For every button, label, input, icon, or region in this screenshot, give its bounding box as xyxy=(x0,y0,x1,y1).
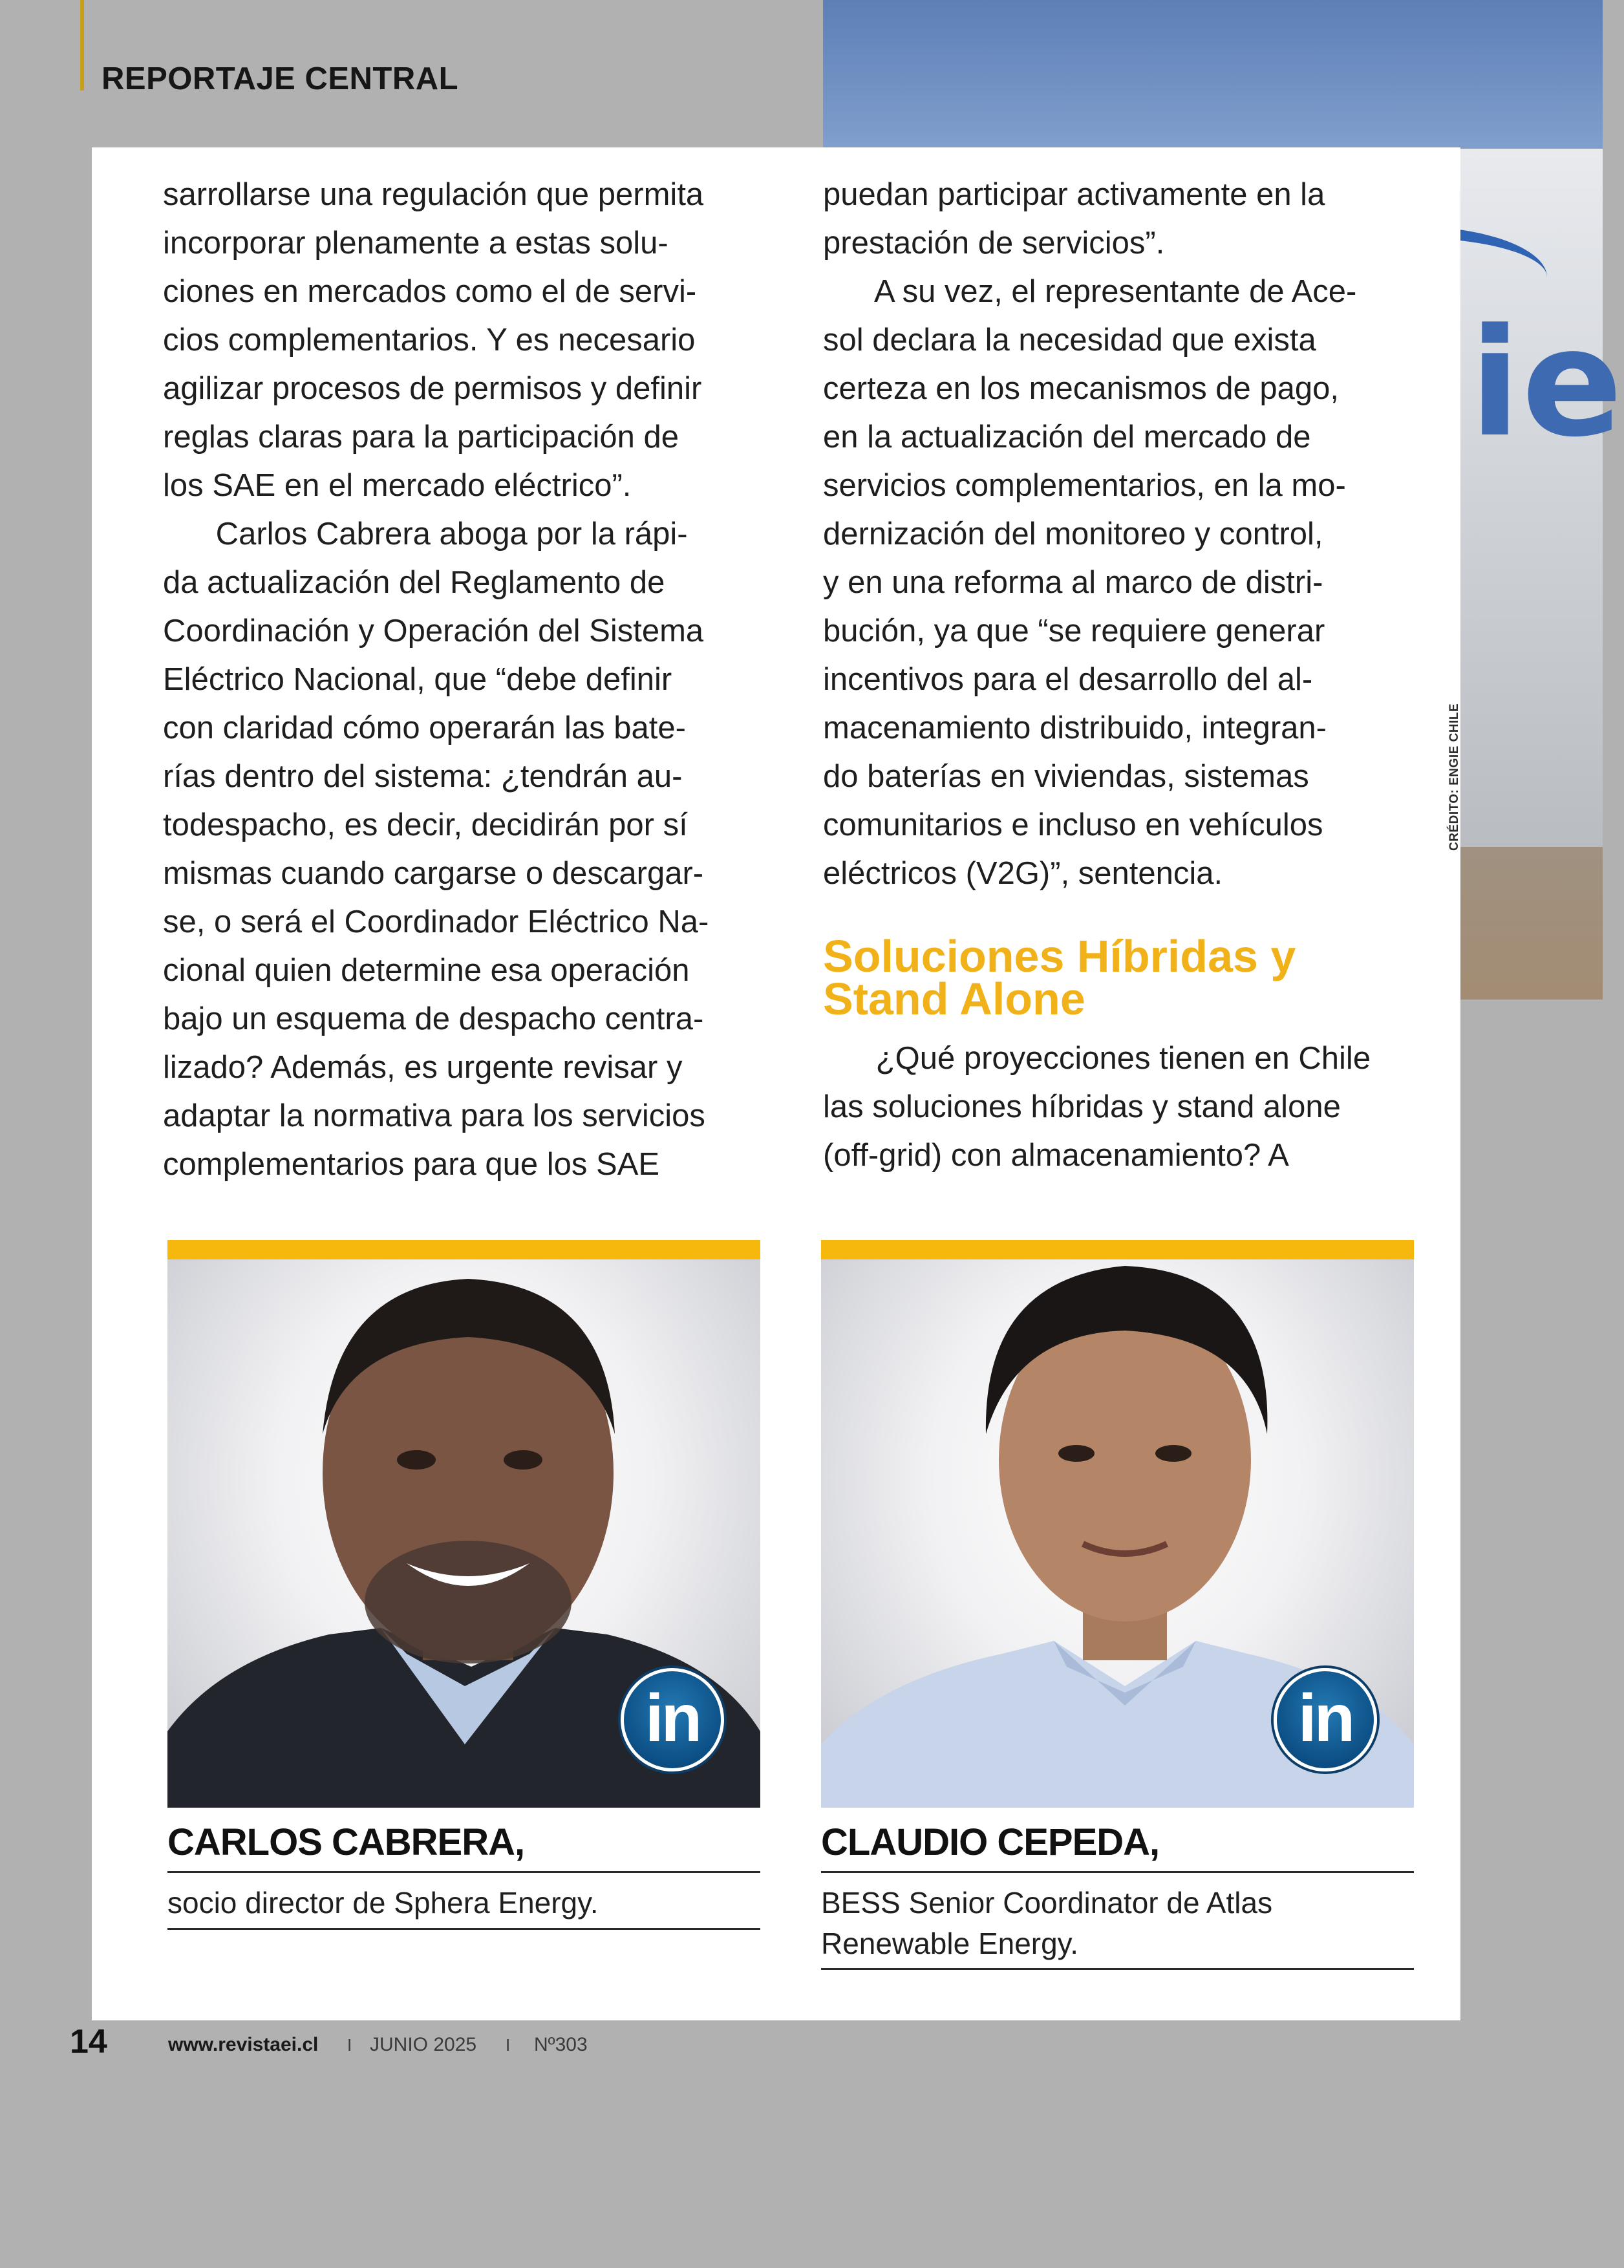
article-line: Coordinación y Operación del Sistema xyxy=(163,614,704,648)
article-line: mismas cuando cargarse o descargar- xyxy=(163,856,704,891)
article-line: A su vez, el representante de Ace- xyxy=(823,274,1357,309)
photo-accent-bar xyxy=(821,1240,1414,1259)
article-line: servicios complementarios, en la mo- xyxy=(823,468,1346,503)
article-line: adaptar la normativa para los servicios xyxy=(163,1098,705,1133)
article-line: lizado? Además, es urgente revisar y xyxy=(163,1050,683,1085)
article-column-right-continued xyxy=(823,1034,1371,1180)
article-line: en la actualización del mercado de xyxy=(823,420,1311,455)
article-line: cional quien determine esa operación xyxy=(163,953,690,988)
photo-credit: CRÉDITO: ENGIE CHILE xyxy=(1448,703,1461,851)
article-line: todespacho, es decir, decidirán por sí xyxy=(163,808,688,842)
article-line: sarrollarse una regulación que permita xyxy=(163,177,704,212)
article-line: cios complementarios. Y es necesario xyxy=(163,323,696,358)
profile-name: CARLOS CABRERA, xyxy=(167,1821,525,1863)
article-column-left xyxy=(163,171,709,1189)
article-line: ¿Qué proyecciones tienen en Chile xyxy=(823,1041,1371,1076)
article-line: macenamiento distribuido, integran- xyxy=(823,711,1327,745)
profile-name: CLAUDIO CEPEDA, xyxy=(821,1821,1160,1863)
page-number: 14 xyxy=(70,2023,107,2060)
footer-separator: I xyxy=(506,2035,511,2055)
article-line: agilizar procesos de permisos y definir xyxy=(163,371,702,406)
article-line: comunitarios e incluso en vehículos xyxy=(823,808,1323,842)
article-line: ciones en mercados como el de servi- xyxy=(163,274,697,309)
article-line: (off-grid) con almacenamiento? A xyxy=(823,1138,1289,1173)
article-column-right xyxy=(823,171,1356,898)
footer-url[interactable]: www.revistaei.cl xyxy=(168,2034,319,2055)
profile-role: BESS Senior Coordinator de Atlas Renewable Energy. xyxy=(821,1886,1273,1960)
footer-date: JUNIO 2025 xyxy=(370,2034,477,2055)
photo-accent-bar xyxy=(167,1240,760,1259)
divider xyxy=(167,1871,760,1873)
article-line: los SAE en el mercado eléctrico”. xyxy=(163,468,632,503)
article-line: da actualización del Reglamento de xyxy=(163,565,665,600)
divider xyxy=(821,1968,1414,1970)
article-line: puedan participar activamente en la xyxy=(823,177,1325,212)
header-accent-bar xyxy=(80,0,84,91)
article-line: sol declara la necesidad que exista xyxy=(823,323,1316,358)
linkedin-icon[interactable]: in xyxy=(1274,1668,1377,1771)
article-line: rías dentro del sistema: ¿tendrán au- xyxy=(163,759,683,794)
article-line: las soluciones híbridas y stand alone xyxy=(823,1089,1341,1124)
article-line: dernización del monitoreo y control, xyxy=(823,517,1323,551)
article-line: prestación de servicios”. xyxy=(823,226,1165,261)
footer-separator: I xyxy=(347,2035,352,2055)
article-line: eléctricos (V2G)”, sentencia. xyxy=(823,856,1223,891)
divider xyxy=(821,1871,1414,1873)
article-line: incentivos para el desarrollo del al- xyxy=(823,662,1313,697)
article-line: certeza en los mecanismos de pago, xyxy=(823,371,1340,406)
section-label: REPORTAJE CENTRAL xyxy=(102,61,459,96)
divider xyxy=(167,1928,760,1930)
article-line: bajo un esquema de despacho centra- xyxy=(163,1001,704,1036)
article-line: Eléctrico Nacional, que “debe definir xyxy=(163,662,672,697)
article-line: y en una reforma al marco de distri- xyxy=(823,565,1323,600)
article-line: con claridad cómo operarán las bate- xyxy=(163,711,686,745)
article-line: Carlos Cabrera aboga por la rápi- xyxy=(163,517,688,551)
article-line: complementarios para que los SAE xyxy=(163,1147,660,1182)
article-line: se, o será el Coordinador Eléctrico Na- xyxy=(163,904,709,939)
article-line: do baterías en viviendas, sistemas xyxy=(823,759,1309,794)
footer-issue: Nº303 xyxy=(534,2034,588,2055)
engie-logo-letters: ie xyxy=(1469,297,1624,470)
profile-role: socio director de Sphera Energy. xyxy=(167,1886,599,1920)
article-line: reglas claras para la participación de xyxy=(163,420,679,455)
section-subheading: Soluciones Híbridas y Stand Alone xyxy=(823,931,1296,1024)
profile-photo-carlos-cabrera xyxy=(167,1240,760,1808)
article-line: incorporar plenamente a estas solu- xyxy=(163,226,668,261)
article-line: bución, ya que “se requiere generar xyxy=(823,614,1325,648)
profile-photo-claudio-cepeda xyxy=(821,1240,1414,1808)
linkedin-icon[interactable]: in xyxy=(621,1668,724,1771)
